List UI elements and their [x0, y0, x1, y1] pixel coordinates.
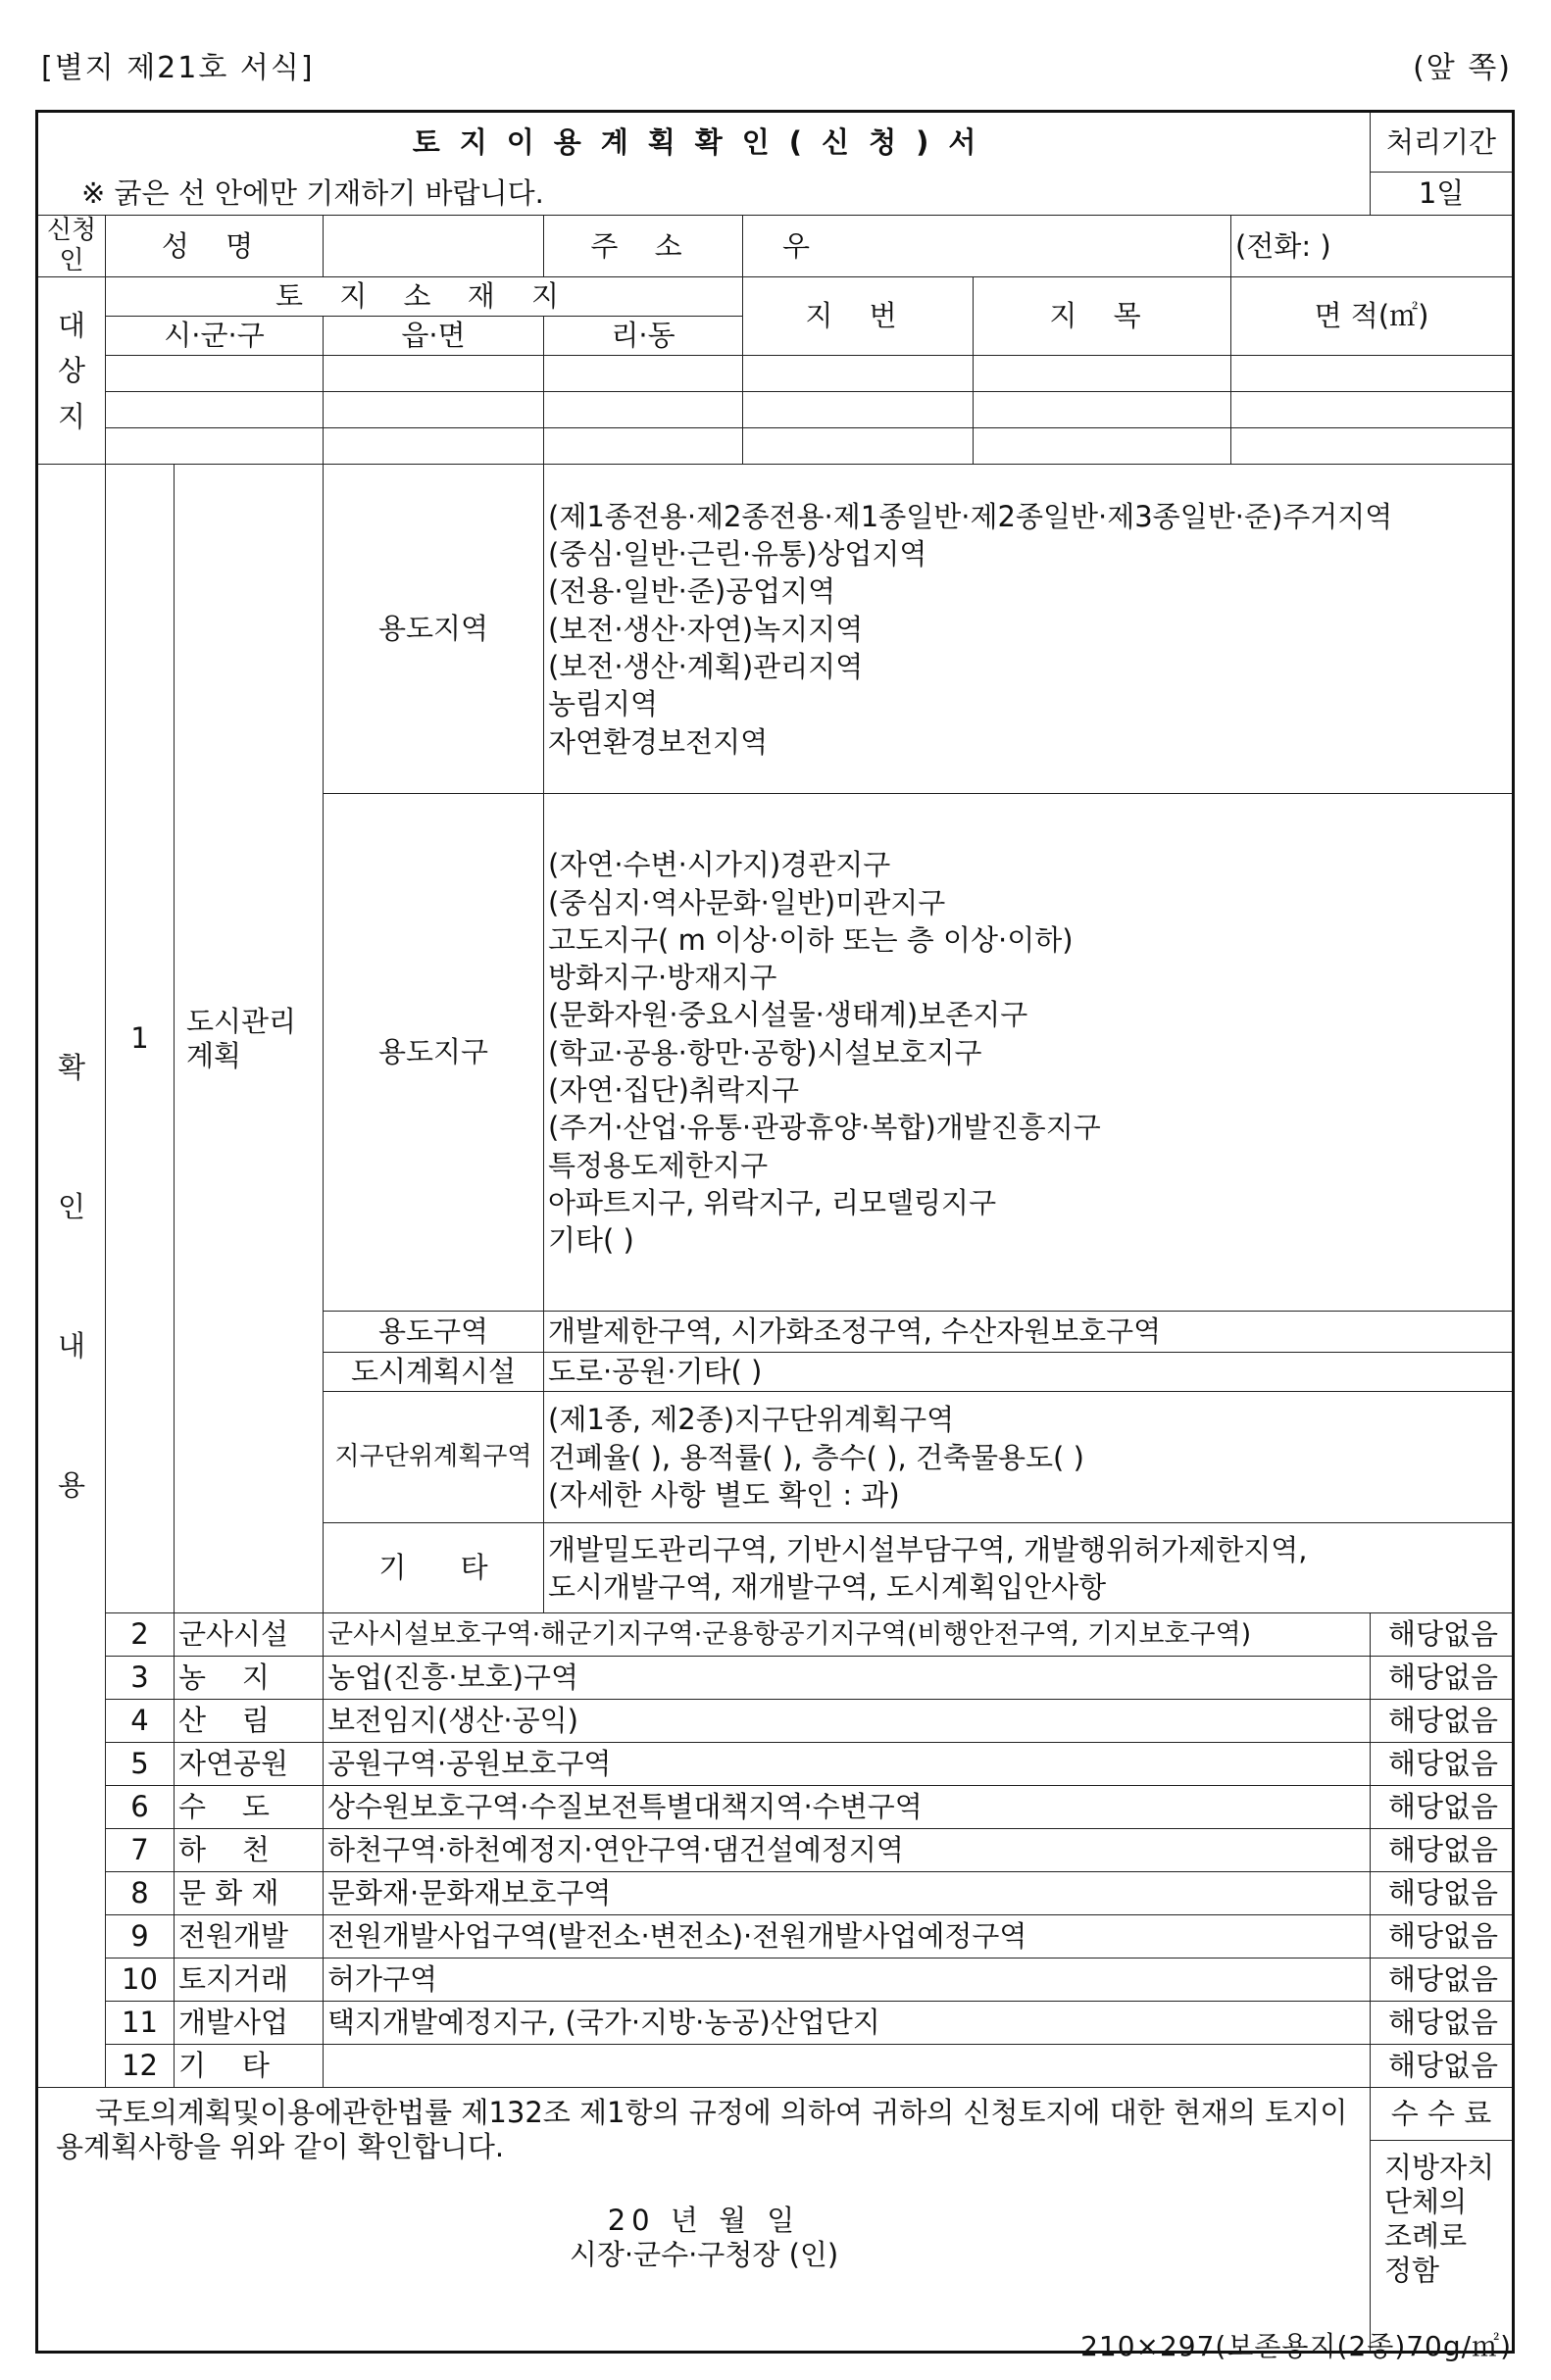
jibeon-header: 지 번: [743, 277, 974, 356]
item-no: 7: [106, 1829, 175, 1872]
item-text: 상수원보호구역·수질보전특별대책지역·수변구역: [324, 1786, 1371, 1829]
district-unit-line: (자세한 사항 별도 확인 : 과): [548, 1478, 900, 1512]
target-cell[interactable]: [324, 392, 544, 428]
use-zone-line: 자연환경보전지역: [548, 724, 769, 759]
fee-label: 수 수 료: [1371, 2088, 1514, 2141]
item-status: 해당없음: [1371, 2045, 1514, 2088]
facility-text: 도로·공원·기타( ): [544, 1353, 1514, 1392]
item-text: 공원구역·공원보호구역: [324, 1743, 1371, 1786]
use-zone-list: [544, 465, 1514, 794]
form-note: [37, 173, 1371, 216]
use-district-label: 용도지구: [324, 794, 544, 1312]
item-status: 해당없음: [1371, 1657, 1514, 1700]
applicant-address-label: 주 소: [544, 216, 743, 277]
statement-signer: 시장·군수·구청장 (인): [569, 2237, 839, 2271]
district-unit-line: (제1종, 제2종)지구단위계획구역: [548, 1403, 955, 1437]
item1-name: 도시관리계획: [175, 465, 324, 1613]
applicant-name-field[interactable]: [324, 216, 544, 277]
form-number: [별지 제21호 서식]: [41, 51, 315, 85]
etc-line: 도시개발구역, 재개발구역, 도시계획입안사항: [548, 1569, 1107, 1604]
item-status: 해당없음: [1371, 1872, 1514, 1915]
item-text: 농업(진흥·보호)구역: [324, 1657, 1371, 1700]
statement-date: 20 년 월 일: [607, 2203, 801, 2237]
target-cell[interactable]: [974, 356, 1231, 392]
target-cell[interactable]: [1231, 428, 1514, 465]
use-district-line: (자연·수변·시가지)경관지구: [548, 848, 891, 882]
statement-block: [37, 2088, 1371, 2353]
target-land-text: 대상지: [57, 308, 85, 433]
etc-line: 개발밀도관리구역, 기반시설부담구역, 개발행위허가제한지역,: [548, 1532, 1308, 1566]
target-cell[interactable]: [974, 392, 1231, 428]
item-name: 하 천: [175, 1829, 324, 1872]
item-status: 해당없음: [1371, 1829, 1514, 1872]
item-name: 수 도: [175, 1786, 324, 1829]
use-zone-label: 용도지역: [324, 465, 544, 794]
item-name: 기 타: [175, 2045, 324, 2088]
page-side-label: (앞 쪽): [1413, 51, 1512, 85]
item-name: 문 화 재: [175, 1872, 324, 1915]
target-land-label: [37, 277, 106, 465]
item-no: 9: [106, 1915, 175, 1959]
item-no: 4: [106, 1700, 175, 1743]
target-cell[interactable]: [1231, 392, 1514, 428]
land-use-plan-form: [35, 110, 1515, 2354]
target-cell[interactable]: [324, 428, 544, 465]
confirm-label-text: 확인내용: [57, 1050, 85, 1502]
use-zone-line: (전용·일반·준)공업지역: [548, 574, 836, 609]
target-cell[interactable]: [974, 428, 1231, 465]
etc-list: [544, 1523, 1514, 1613]
item-name: 토지거래: [175, 1959, 324, 2002]
item-name: 산 림: [175, 1700, 324, 1743]
district-unit-label: 지구단위계획구역: [324, 1392, 544, 1523]
use-district-line: (중심지·역사문화·일반)미관지구: [548, 885, 946, 919]
use-district-line: 방화지구·방재지구: [548, 961, 777, 995]
item-text: [324, 2045, 1371, 2088]
item-no: 3: [106, 1657, 175, 1700]
applicant-label: 신청인: [37, 216, 106, 277]
item-text: 허가구역: [324, 1959, 1371, 2002]
use-district-line: (주거·산업·유통·관광휴양·복합)개발진흥지구: [548, 1111, 1101, 1145]
item-text: 택지개발예정지구, (국가·지방·농공)산업단지: [324, 2002, 1371, 2045]
area-header: 면 적(㎡): [1231, 277, 1514, 356]
item-status: 해당없음: [1371, 1959, 1514, 2002]
eupmyeon-header: 읍·면: [324, 317, 544, 356]
target-cell[interactable]: [106, 392, 324, 428]
applicant-address-field[interactable]: 우: [743, 216, 1231, 277]
use-district-line: (문화자원·중요시설물·생태계)보존지구: [548, 998, 1028, 1032]
item-no: 8: [106, 1872, 175, 1915]
use-zone-line: (보전·생산·자연)녹지지역: [548, 612, 864, 646]
use-district-line: 아파트지구, 위락지구, 리모델링지구: [548, 1185, 997, 1219]
applicant-name-label: 성 명: [106, 216, 324, 277]
target-cell[interactable]: [544, 428, 743, 465]
use-district-list: [544, 794, 1514, 1312]
item-status: 해당없음: [1371, 1700, 1514, 1743]
item-text: 전원개발사업구역(발전소·변전소)·전원개발사업예정구역: [324, 1915, 1371, 1959]
processing-period-label: 처리기간: [1371, 112, 1514, 173]
use-district-line: (자연·집단)취락지구: [548, 1073, 799, 1107]
item-no: 12: [106, 2045, 175, 2088]
item-text: 문화재·문화재보호구역: [324, 1872, 1371, 1915]
item-no: 2: [106, 1613, 175, 1657]
item-text: 군사시설보호구역·해군기지구역·군용항공기지구역(비행안전구역, 기지보호구역): [324, 1613, 1371, 1657]
district-unit-line: 건폐율( ), 용적률( ), 층수( ), 건축물용도( ): [548, 1440, 1084, 1474]
item-status: 해당없음: [1371, 2002, 1514, 2045]
item-no: 11: [106, 2002, 175, 2045]
target-cell[interactable]: [743, 428, 974, 465]
item-no: 5: [106, 1743, 175, 1786]
ridong-header: 리·동: [544, 317, 743, 356]
target-cell[interactable]: [544, 356, 743, 392]
district-unit-list: [544, 1392, 1514, 1523]
item-name: 자연공원: [175, 1743, 324, 1786]
note-text: ※ 굵은 선 안에만 기재하기 바랍니다.: [81, 175, 544, 210]
fee-text: 지방자치단체의 조례로 정함: [1371, 2141, 1514, 2353]
form-title: 토지이용계획확인(신청)서: [37, 112, 1371, 173]
use-district-line: 기타( ): [548, 1223, 634, 1258]
etc-label: 기 타: [324, 1523, 544, 1613]
sigungu-header: 시·군·구: [106, 317, 324, 356]
item1-no: 1: [106, 465, 175, 1613]
target-cell[interactable]: [106, 428, 324, 465]
use-zone-line: 농림지역: [548, 687, 659, 721]
facility-label: 도시계획시설: [324, 1353, 544, 1392]
confirm-label: [37, 465, 106, 2088]
use-district-line: 고도지구( m 이상·이하 또는 층 이상·이하): [548, 922, 1074, 957]
item-text: 하천구역·하천예정지·연안구역·댐건설예정지역: [324, 1829, 1371, 1872]
use-zone-line: (제1종전용·제2종전용·제1종일반·제2종일반·제3종일반·준)주거지역: [548, 499, 1393, 533]
target-cell[interactable]: [1231, 356, 1514, 392]
item-no: 10: [106, 1959, 175, 2002]
use-zone-line: (중심·일반·근린·유통)상업지역: [548, 537, 927, 571]
item-status: 해당없음: [1371, 1786, 1514, 1829]
paper-spec: 210×297(보존용지(2종)70g/㎡): [1080, 2330, 1512, 2362]
item-status: 해당없음: [1371, 1613, 1514, 1657]
applicant-phone-field[interactable]: (전화: ): [1231, 216, 1514, 277]
use-district-line: 특정용도제한지구: [548, 1148, 769, 1182]
target-cell[interactable]: [544, 392, 743, 428]
item-name: 전원개발: [175, 1915, 324, 1959]
item-name: 개발사업: [175, 2002, 324, 2045]
item-name: 농 지: [175, 1657, 324, 1700]
target-cell[interactable]: [106, 356, 324, 392]
item-name: 군사시설: [175, 1613, 324, 1657]
use-area-text: 개발제한구역, 시가화조정구역, 수산자원보호구역: [544, 1312, 1514, 1353]
item-status: 해당없음: [1371, 1915, 1514, 1959]
jimok-header: 지 목: [974, 277, 1231, 356]
item-status: 해당없음: [1371, 1743, 1514, 1786]
statement-text: 국토의계획및이용에관한법률 제132조 제1항의 규정에 의하여 귀하의 신청토지에 대한 현재의 토지이용계획사항을 위와 같이 확인합니다.: [56, 2096, 1348, 2164]
target-cell[interactable]: [743, 356, 974, 392]
location-header: 토 지 소 재 지: [106, 277, 743, 317]
use-area-label: 용도구역: [324, 1312, 544, 1353]
use-district-line: (학교·공용·항만·공항)시설보호지구: [548, 1035, 982, 1069]
target-cell[interactable]: [324, 356, 544, 392]
item-no: 6: [106, 1786, 175, 1829]
processing-period-value: 1일: [1371, 173, 1514, 216]
item-text: 보전임지(생산·공익): [324, 1700, 1371, 1743]
use-zone-line: (보전·생산·계획)관리지역: [548, 650, 864, 683]
target-cell[interactable]: [743, 392, 974, 428]
